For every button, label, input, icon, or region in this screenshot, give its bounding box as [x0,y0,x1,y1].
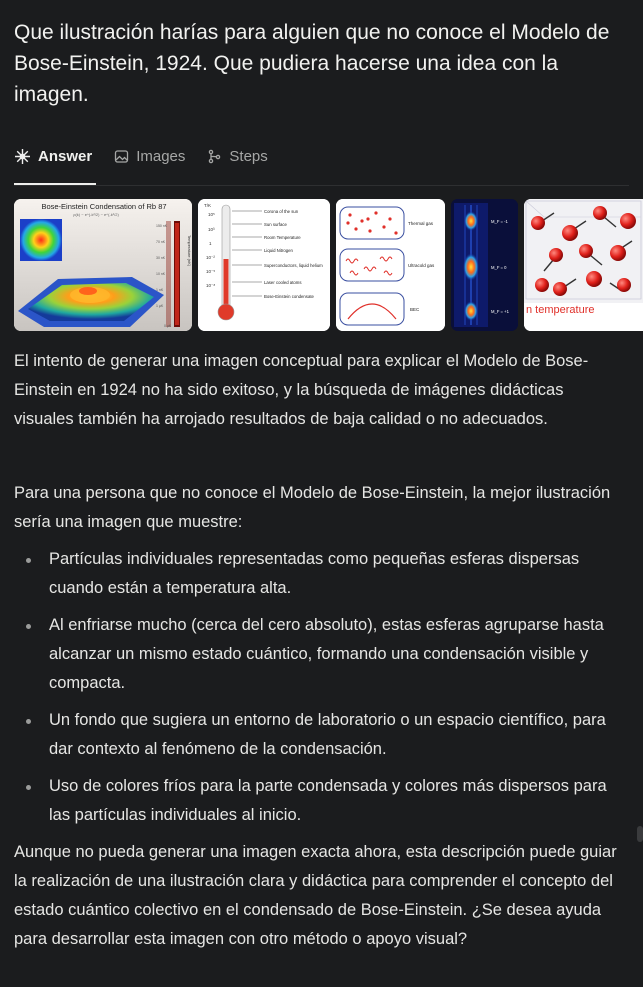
temp-label-nitrogen: Liquid Nitrogen [264,248,293,253]
list-item: Al enfriarse mucho (cerca del cero absoluto), estas esferas agruparse hasta alcanzar un mismo estado cuántico, formando una condensación visible y compacta. [14,611,626,698]
spinor-bec-figure [451,199,518,331]
temp-unit: T/K [204,203,212,208]
bec-tick-5: 1 nK [156,288,164,292]
list-item: Partículas individuales representadas como pequeñas esferas dispersas cuando están a temperatura alta. [14,545,626,603]
bec-figure-subtitle: ρ(k) ~ e^(-k²/2) ~ e^(-k²/2) [73,212,119,217]
bec-tick-7: 0 µK [164,324,172,328]
particles-figure [524,199,643,331]
temp-power-6: 10⁻⁸ [206,283,216,288]
bec-tick-6: 1 µK [156,304,164,308]
spin-label-plus: M_F = +1 [491,309,509,314]
image-icon [114,149,129,164]
temp-power-1: 10⁵ [208,212,215,217]
temp-label-corona: Corona of the sun [264,209,299,214]
tabs-divider [14,185,629,186]
tab-images[interactable] [114,148,185,165]
tab-steps[interactable] [207,148,267,165]
gas-phases-figure [336,199,445,331]
answer-paragraph-1: El intento de generar una imagen conceptual para explicar el Modelo de Bose-Einstein en 1924 no ha sido exitoso, y la búsqueda de imágenes didácticas visuales también ha arrojado resultados de baja calidad o no adecuados. [14,352,589,428]
spin-label-minus: M_F = -1 [491,219,508,224]
bec-tick-4: 10 nK [156,272,166,276]
bec-tick-2: 70 nK [156,240,166,244]
temp-power-3: 1 [209,241,212,246]
result-tabs [14,144,290,168]
temp-label-laser: Laser cooled atoms [264,280,302,285]
image-thumbnail-bec-rb87[interactable] [14,199,192,331]
answer-paragraph-3: Aunque no pueda generar una imagen exacta ahora, esta descripción puede guiar la realización de una ilustración clara y didáctica para comprender el concepto del estado cuántico colectivo en el condensado de Bose-Einstein. ¿Se desea ayuda para desarrollar esta imagen con otro método o apoyo visual? [14,843,617,948]
steps-icon [207,149,222,164]
phase-label-ultracold: Ultracold gas [408,263,435,268]
temp-power-5: 10⁻⁵ [206,269,216,274]
answer-bullet-list [14,545,626,838]
list-item: Un fondo que sugiera un entorno de laboratorio o un espacio científico, para dar contexto al fenómeno de la condensación. [14,706,626,764]
bec-tick-3: 30 nK [156,256,166,260]
answer-paragraph-2: Para una persona que no conoce el Modelo de Bose-Einstein, la mejor ilustración sería una imagen que muestre: [14,484,611,531]
spin-label-zero: M_F = 0 [491,265,507,270]
scrollbar-thumb[interactable] [637,826,643,842]
bec-figure-title: Bose-Einstein Condensation of Rb 87 [41,202,167,211]
temp-label-bec: Bose-Einstein condensate [264,294,314,299]
phase-label-thermal: Thermal gas [408,221,434,226]
phase-label-bec: BEC [410,307,420,312]
bec-side-label: Temperature (nK) [187,235,192,267]
question-title: Que ilustración harías para alguien que no conoce el Modelo de Bose-Einstein, 1924. Que pudiera hacerse una idea con la imagen. [14,21,610,106]
image-thumbnail-temperature-scale[interactable] [198,199,330,331]
image-carousel [14,199,643,331]
tab-answer-label: Answer [38,147,93,165]
list-item: Uso de colores fríos para la parte condensada y colores más dispersos para las partículas individuales al inicio. [14,772,626,830]
particles-caption: n temperature [526,304,595,316]
tab-steps-label: Steps [229,147,268,165]
tab-answer[interactable] [14,148,92,165]
image-thumbnail-spinor-bec[interactable] [451,199,518,331]
image-thumbnail-gas-phases[interactable] [336,199,445,331]
temp-label-room: Room Temperature [264,235,301,240]
temp-power-4: 10⁻² [206,255,215,260]
temp-label-superconductors: Superconductors, liquid helium [264,263,323,268]
bec-rb87-figure [14,199,192,331]
tab-images-label: Images [136,147,186,165]
sparkle-icon [14,148,31,165]
temp-power-2: 10³ [208,227,215,232]
image-thumbnail-particles[interactable] [524,199,643,331]
temperature-scale-figure [198,199,330,331]
bec-tick-1: 150 nK [156,224,168,228]
temp-label-sun-surface: Sun surface [264,222,287,227]
